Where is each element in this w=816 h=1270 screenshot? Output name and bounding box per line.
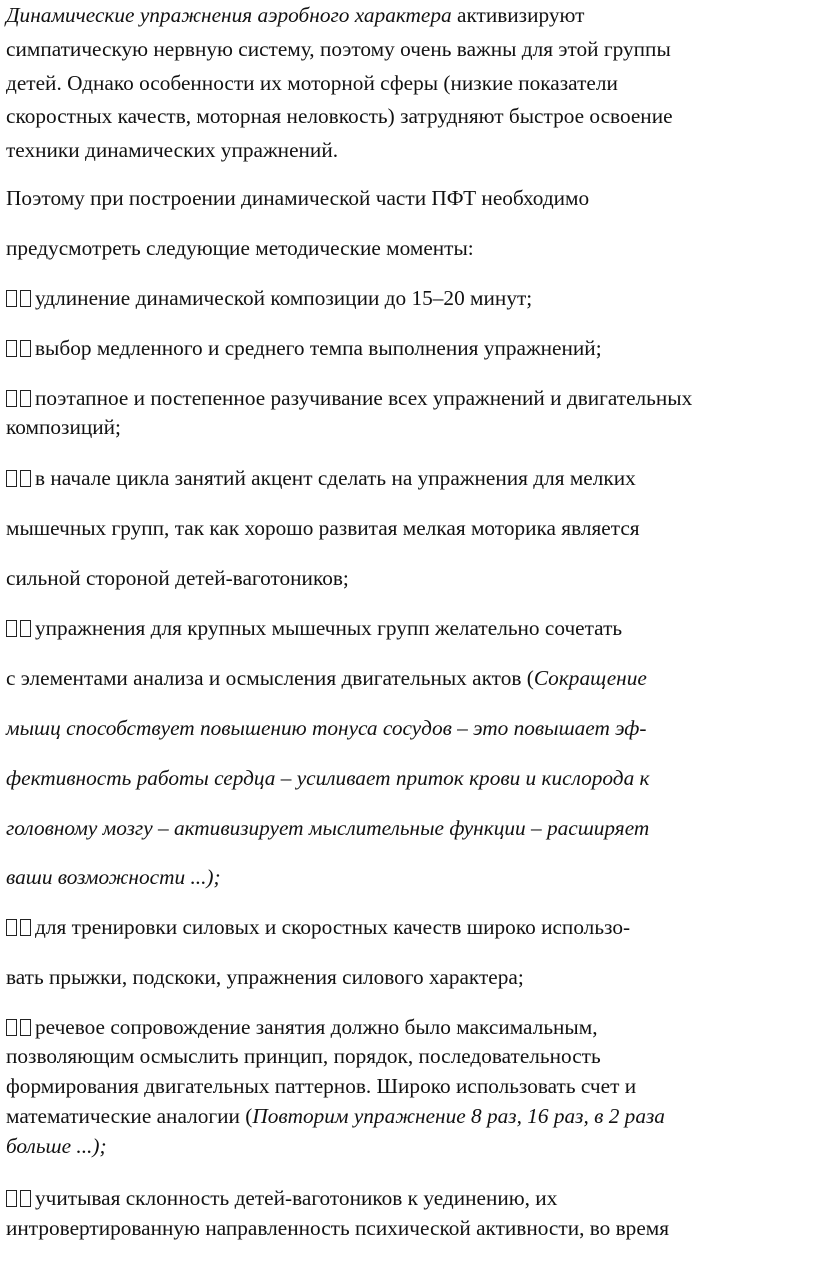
bullet-box-icon (6, 390, 17, 407)
list-item-continuation: математические аналогии (Повторим упражнение 8 раз, 16 раз, в 2 раза (6, 1104, 665, 1128)
paragraph-1-line-2: симпатическую нервную систему, поэтому очень важны для этой группы (6, 37, 671, 61)
paragraph-2-line-2: предусмотреть следующие методические моменты: (6, 236, 474, 260)
paragraph-1-line-1: Динамические упражнения аэробного характера активизируют (6, 3, 585, 27)
paragraph-1-line-4: скоростных качеств, моторная неловкость) затрудняют быстрое освоение (6, 104, 673, 128)
list-item: выбор медленного и среднего темпа выполнения упражнений; (6, 335, 602, 361)
italic-phrase: Динамические упражнения аэробного характера (6, 3, 452, 27)
bullet-box-icon (6, 340, 17, 357)
list-item-continuation: ваши возможности ...); (6, 865, 221, 889)
bullet-box-icon (20, 390, 31, 407)
list-item: поэтапное и постепенное разучивание всех упражнений и двигательных (6, 385, 692, 411)
bullet-box-icon (20, 919, 31, 936)
bullet-box-icon (20, 1190, 31, 1207)
bullet-box-icon (20, 290, 31, 307)
list-item: упражнения для крупных мышечных групп желательно сочетать (6, 615, 622, 641)
list-item: речевое сопровождение занятия должно было максимальным, (6, 1014, 598, 1040)
list-item-continuation: позволяющим осмыслить принцип, порядок, последовательность (6, 1044, 601, 1068)
bullet-box-icon (6, 1019, 17, 1036)
list-item-continuation: формирования двигательных паттернов. Широко использовать счет и (6, 1074, 637, 1098)
bullet-box-icon (6, 919, 17, 936)
paragraph-1-line-5: техники динамических упражнений. (6, 138, 339, 162)
list-item-continuation: композиций; (6, 415, 121, 439)
paragraph-2-line-1: Поэтому при построении динамической части ПФТ необходимо (6, 186, 590, 210)
bullet-box-icon (20, 1019, 31, 1036)
list-item: в начале цикла занятий акцент сделать на упражнения для мелких (6, 465, 636, 491)
bullet-box-icon (20, 470, 31, 487)
bullet-box-icon (6, 1190, 17, 1207)
list-item-continuation: с элементами анализа и осмысления двигательных актов (Сокращение (6, 666, 647, 690)
list-item: для тренировки силовых и скоростных качеств широко использо- (6, 914, 630, 940)
list-item-continuation: мышечных групп, так как хорошо развитая мелкая моторика является (6, 516, 640, 540)
list-item: учитывая склонность детей-ваготоников к уединению, их (6, 1185, 557, 1211)
bullet-box-icon (6, 470, 17, 487)
bullet-box-icon (20, 340, 31, 357)
list-item-continuation: мышц способствует повышению тонуса сосудов – это повышает эф- (6, 716, 647, 740)
list-item-continuation: интровертированную направленность психической активности, во время (6, 1216, 670, 1240)
paragraph-1-line-3: детей. Однако особенности их моторной сферы (низкие показатели (6, 71, 618, 95)
list-item: удлинение динамической композиции до 15–20 минут; (6, 285, 532, 311)
list-item-continuation: сильной стороной детей-ваготоников; (6, 566, 349, 590)
list-item-continuation: вать прыжки, подскоки, упражнения силового характера; (6, 965, 524, 989)
list-item-continuation: больше ...); (6, 1134, 107, 1158)
bullet-box-icon (6, 290, 17, 307)
list-item-continuation: головному мозгу – активизирует мыслительные функции – расширяет (6, 816, 650, 840)
list-item-continuation: фективность работы сердца – усиливает приток крови и кислорода к (6, 766, 650, 790)
bullet-box-icon (20, 620, 31, 637)
bullet-box-icon (6, 620, 17, 637)
